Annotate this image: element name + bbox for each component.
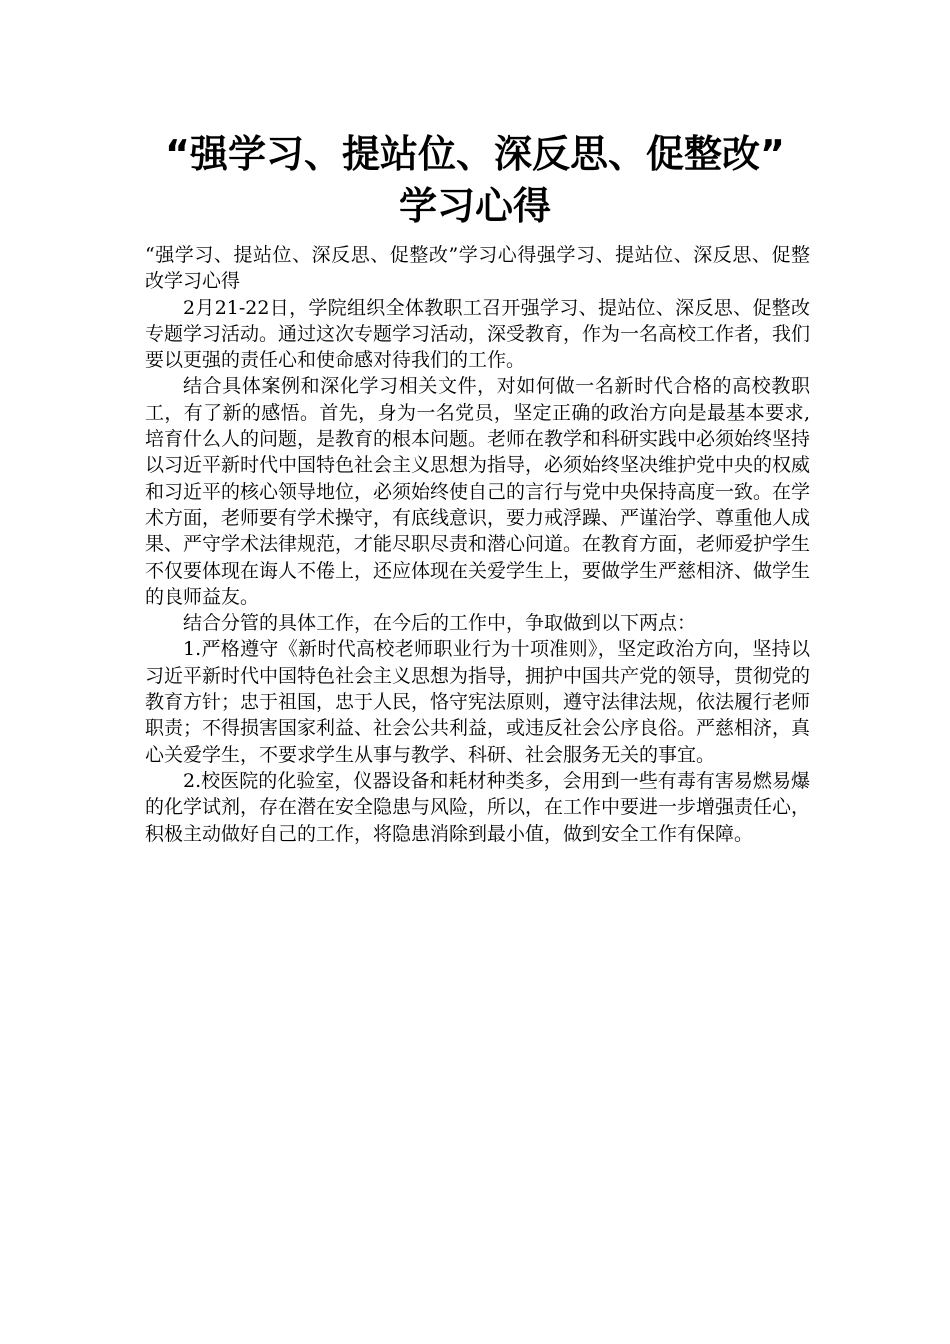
body-paragraph-point-2: 2.校医院的化验室，仪器设备和耗材种类多，会用到一些有毒有害易燃易爆的化学试剂，存在潜在安全隐患与风险，所以，在工作中要进一步增强责任心，积极主动做好自己的工作，将隐患消除到最小值，做到安全工作有保障。 — [145, 769, 811, 845]
body-paragraph-plan-intro: 结合分管的具体工作，在今后的工作中，争取做到以下两点： — [183, 612, 697, 635]
body-paragraph-point-1: 1.严格遵守《新时代高校老师职业行为十项准则》，坚定政治方向，坚持以习近平新时代中国特色社会主义思想为指导，拥护中国共产党的领导，贯彻党的教育方针；忠于祖国，忠于人民，恪守宪法原则，遵守法律法规，依法履行老师职责；不得损害国家利益、社会公共利益，或违反社会公序良俗。严慈相济，真心关爱学生，不要求学生从事与教学、科研、社会服务无关的事宜。 — [145, 638, 811, 766]
body-paragraph-intro: 2月21-22日，学院组织全体教职工召开强学习、提站位、深反思、促整改专题学习活动。通过这次专题学习活动，深受教育，作为一名高校工作者，我们要以更强的责任心和使命感对待我们的工作。 — [145, 296, 811, 372]
body-paragraph-heading: “强学习、提站位、深反思、促整改”学习心得强学习、提站位、深反思、促整改学习心得 — [145, 244, 810, 293]
body-paragraph-reflection: 结合具体案例和深化学习相关文件，对如何做一名新时代合格的高校教职工，有了新的感悟。首先，身为一名党员，坚定正确的政治方向是最基本要求,培育什么人的问题，是教育的根本问题。老师在教学和科研实践中必须始终坚持以习近平新时代中国特色社会主义思想为指导，必须始终坚决维护党中央的权威和习近平的核心领导地位，必须始终使自己的言行与党中央保持高度一致。在学术方面，老师要有学术操守，有底线意识，要力戒浮躁、严谨治学、尊重他人成果、严守学术法律规范，才能尽职尽责和潜心问道。在教育方面，老师爱护学生不仅要体现在诲人不倦上，还应体现在关爱学生上，要做学生严慈相济、做学生的良师益友。 — [145, 375, 811, 608]
document-body — [145, 242, 810, 847]
document-title — [0, 128, 950, 232]
title-line-2: 学习心得 — [398, 184, 551, 228]
title-line-1: “强学习、提站位、深反思、促整改” — [165, 132, 785, 176]
